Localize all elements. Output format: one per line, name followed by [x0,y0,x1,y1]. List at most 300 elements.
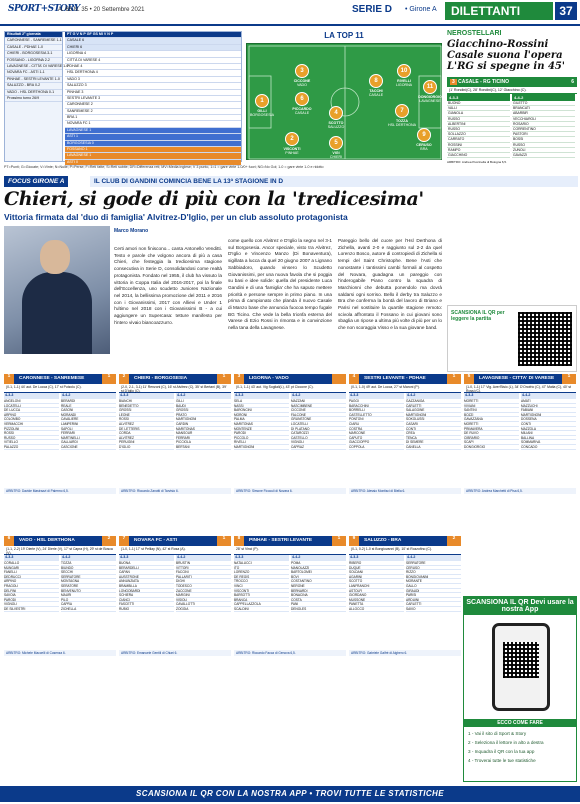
lineup-row: CAPRA [61,602,116,607]
sidebar-qr-box [447,305,577,372]
result-row: VADO - HSL DERTHONA 0-1 [5,90,62,96]
lineup-row: GIANOLA [447,111,510,116]
match-number: 6 [4,536,14,546]
home-lineup [234,555,289,612]
formation-label: 4-4-2 [291,393,346,399]
lineup-row: ASTOLFI [349,589,404,594]
lineup-row: DE LETTERIS [119,427,174,432]
lineup-row: MONTAGNA [61,579,116,584]
lineup-row: ANNUNZIATA [119,579,174,584]
player-badge: 6 [295,92,309,106]
player-badge: 1 [255,94,269,108]
player-badge: 8 [369,74,383,88]
lineup-row: SAVIO [406,607,461,612]
lineup-row: NASSI [234,404,289,409]
table-row: FOSSANO 1 [65,147,241,153]
match-card [4,536,116,656]
lineup-row: ROSSINI [447,143,510,148]
match-teams: LAVAGNESE - CITTA' DI VARESE [479,376,555,381]
player-team: BRA [420,147,428,151]
match-score: 1 [332,536,346,546]
lineup-row: DE SILVESTRI [4,607,59,612]
lineup-row: CORDA [119,431,174,436]
home-lineup [349,555,404,612]
match-scorers: (0-1, 0-2) 1-0 st Bongiovanni (B), 10' st Rozzofino (C). [349,546,461,555]
app-step: 2 - Seleziona il lettore in alto a destra [468,740,544,745]
match-title [349,536,461,546]
table-row: BRA 1 [65,115,241,121]
lineup-row: BARONCINI [234,408,289,413]
match-referee: ARBITRO: Michele Maccelli di Cosenza 6. [4,650,116,656]
formation-label: 4-3-3 [349,555,404,561]
lineup-row: PONTONI [349,417,404,422]
player-name: PICCARDO [292,107,312,111]
lineup-row: AMATI [521,399,576,404]
article-subhead: Vittoria firmata dal 'duo di famiglia' Alvitrez-D'Iglio, per un club assoluto protagonista [4,212,348,222]
lineup-row: RIBERO [349,561,404,566]
match-teams: NOVARA FC - ASTI [134,538,177,543]
lineup-row: BOSSI [512,137,575,142]
lineup-row: FANELLI [4,570,59,575]
away-lineup [176,555,231,612]
match-scorers: (1-0, 1-1) 17' st Pelliay (N), 42' st Rosa (A). [119,546,231,555]
match-number: 7 [119,536,129,546]
lineup-row: RIZZO [406,570,461,575]
lineup-row: VISCONTI [234,589,289,594]
lineup-row: REALE [61,404,116,409]
lineup-row: CERUSO [406,566,461,571]
app-promo-cta: ECCO COME FARE [464,719,576,727]
match-title [234,536,346,546]
result-row: Prossimo turno 26/9 [5,96,62,102]
lineup-row: DE RUVO [464,431,519,436]
sidebar-kicker: NEROSTELLARI [447,30,502,37]
lineup-row: MUSSONE [349,598,404,603]
sidebar-qr-text: SCANSIONA IL QR per leggere la partita [451,310,505,322]
lineup-row: GAVAZZANA [464,417,519,422]
match-card [234,536,346,656]
match-title [464,374,576,384]
sidebar-match-header [447,77,577,87]
lineup-row: DE REGIS [234,575,289,580]
match-lineups [119,393,231,450]
lineup-row: DUQUE [349,566,404,571]
lineup-row: ZICHELLA [61,607,116,612]
lineup-row: VITTORI [176,566,231,571]
lineup-row: CARRATO [447,137,510,142]
lineup-row: CONTI [406,427,461,432]
lineup-row: BERNARDI [291,589,346,594]
lineup-row: CASARI [406,422,461,427]
result-row: FOSSANO - LIGORNA 2-2 [5,58,62,64]
lineup-row: MORONI [234,413,289,418]
lineup-row: MORETTI [464,422,519,427]
photo-figure-body [22,272,92,354]
lineup-row: ALVITREZ [119,436,174,441]
lineup-row: DEDRUCCI [4,575,59,580]
phone-icon [492,623,550,711]
formation-label: 4-4-2 [521,393,576,399]
away-lineup [291,393,346,450]
sidebar-match-title: CASALE - RG TICINO [458,79,510,85]
lineup-row: CASTELLETTO [349,413,404,418]
app-promo [463,596,577,782]
match-teams: SALUZZO - BRA [364,538,402,543]
lineup-row: CASTELLO [291,436,346,441]
table-row: NOVARA FC 1 [65,121,241,127]
player-name: VIGI [332,151,340,155]
lineup-row: VIGNOLI [291,440,346,445]
match-referee: ARBITRO: Emanuele Gentili di Chiari 6. [119,650,231,656]
formation-label: 4-4-2 [406,393,461,399]
player-badge: 3 [295,64,309,78]
match-score: 1 [217,374,231,384]
lineup-row: MORANTE [406,579,461,584]
match-teams: CARONNESE - SANREMESE [19,376,85,381]
match-score: 2 [447,536,461,546]
lineup-row: RIVELLI [234,440,289,445]
issue-info: A. 65 N. 35 • 20 Settembre 2021 [58,7,145,13]
table-row: LAVAGNESE 1 [65,128,241,134]
lineup-row: BENEDETTO [119,404,174,409]
player-name: RIVELLI [397,79,411,83]
match-title [119,374,231,384]
lineup-row: DI SEMERE [406,440,461,445]
table-header: PT G V N P GF GS MI V N P [65,32,241,38]
match-referee: ARBITRO: Gabriele Galfré di Alghero 6. [349,650,461,656]
lineup-row: DE LUCCA [4,408,59,413]
lineup-row: SERRATORE [406,561,461,566]
home-lineup [349,393,404,450]
match-teams: PINHAE - SESTRI LEVANTE [249,538,313,543]
lineup-row: BRANCA [234,598,289,603]
lineup-row: ROSSI [4,431,59,436]
match-score: 1 [447,374,461,384]
lineup-row: CONTI [521,422,576,427]
player-badge: 10 [397,64,411,78]
home-formation: 4-3-3 [447,94,510,101]
lineup-row: CIANCI [119,598,174,603]
app-step: 1 - Vai il sito di Sport & Story [468,731,527,736]
lineup-row: MARGINI [176,593,231,598]
lineup-row: LOCATELLI [4,404,59,409]
masthead-logo: SPORT+STORY [8,4,80,14]
result-row: CHIERI - BORGOSESIA 3-1 [5,51,62,57]
lineup-row: MANSOUR [176,431,231,436]
away-lineup [406,393,461,450]
match-score: 1 [217,536,231,546]
table-row: BORGOSESIA 0 [65,141,241,147]
lineup-row: LORENZO [234,570,289,575]
section-label: SERIE D [352,4,393,15]
player-name: TOZZA [396,119,408,123]
lineup-row: FERRARI [61,431,116,436]
lineup-row: FRAGOLI [4,584,59,589]
match-lineups [349,555,461,612]
table-row: PINHAE 3 [65,90,241,96]
match-lineups [464,393,576,450]
lineup-row: CASONI [61,408,116,413]
lineup-row: BONGIOVANNI [406,575,461,580]
formation-label: 4-3-3 [349,393,404,399]
table-row: LIGORNA 4 [65,51,241,57]
away-formation: 4-4-2 [512,94,575,101]
formation-label: 4-3-3 [4,393,59,399]
lineup-row: SERATORE [61,584,116,589]
pitch [246,43,442,160]
lineup-row: CARLETTI [406,404,461,409]
lineup-row: TOZZA [61,561,116,566]
match-teams: VADO - HSL DERTHONA [19,538,75,543]
lineup-row: COLOMBO [4,417,59,422]
results-header: Risultati 2ª giornata [5,32,62,38]
match-number: 1 [4,374,14,384]
match-title [119,536,231,546]
formation-label: 4-3-3 [234,393,289,399]
lineup-row: MONTENZE [234,427,289,432]
formation-label: 4-4-2 [61,555,116,561]
lineup-row: SERRATORE [61,575,116,580]
lineup-row: PRIMAVERA [464,427,519,432]
lineup-row: VALLI [447,106,510,111]
lineup-row: MAZZUCHI [521,404,576,409]
lineup-row: CAPPELLAZZOLA [234,602,289,607]
match-referee: ARBITRO: Alessio Montisci di Biella 6. [349,488,461,494]
lineup-row: CAVALIERE [61,417,116,422]
formation-label: 4-4-2 [176,555,231,561]
league-table [65,32,241,164]
lineup-row: FERRARI [176,436,231,441]
table-row: CARONNESE 2 [65,102,241,108]
lineup-row: ARPINO [4,579,59,584]
match-referee: ARBITRO: Davide Mastrazzi di Palermo 6,5. [4,488,116,494]
lineup-row: POMA [291,561,346,566]
match-lineups [119,555,231,612]
lineup-row: TENCA [406,436,461,441]
focus-tag: FOCUS GIRONE A [4,176,68,187]
lineup-row: CREA [406,431,461,436]
match-teams: LIGORNA - VADO [249,376,289,381]
lineup-row: FASCETTI [119,602,174,607]
table-row: LAVAGNESE 1 [65,153,241,159]
table-row: CITTÀ DI VARESE 4 [65,58,241,64]
lineup-row: GILLI [176,399,231,404]
lineup-row: TODESCO [176,584,231,589]
article-photo [4,226,110,354]
match-lineups [4,555,116,612]
lineup-row: NATALUCCI [234,561,289,566]
lineup-row: ALVITREZ [119,422,174,427]
lineup-row: BARTOLOMEI [291,570,346,575]
lineup-row: MILIANI [521,431,576,436]
lineup-row: CATAROZZI [291,431,346,436]
away-lineup [176,393,231,450]
player-team: LIGORNA [395,83,413,87]
lineup-row: ZUNOLI [512,148,575,153]
player-team: CASALE [294,111,310,115]
lineup-row: MARITONAS [234,422,289,427]
player-team: CASALE [368,93,384,97]
lineup-row: BAUDI [176,404,231,409]
lineup-row: MARITONAS [176,427,231,432]
lineup-row: FALCONE [291,413,346,418]
player-name: SCOTTO [328,121,344,125]
player-badge: 9 [417,128,431,142]
lineup-row: GIRAUDI [406,589,461,594]
lineup-row: SELA [234,399,289,404]
lineup-row: SCAPI [464,440,519,445]
lineup-row: PALMA [234,417,289,422]
lineup-row: CARLETTI [406,602,461,607]
lineup-row: ARPINO [4,413,59,418]
lineup-row: D'IGLIO [119,445,174,450]
lineup-row: DONGIORGIO [464,445,519,450]
match-referee: ARBITRO: Riccardo Zanotti di Tarvisio 6. [119,488,231,494]
lineup-row: ROSARIO [512,122,575,127]
table-row: CASALE 6 [65,38,241,44]
app-qr-icon[interactable] [503,642,539,678]
lineup-row: PALAZZO [4,445,59,450]
lineup-row: GIORDANO [349,593,404,598]
lineup-row: MARTIGNONI [521,413,576,418]
result-row: PINHAE - SESTRI LEVANTE 1-0 [5,77,62,83]
formation-label: 4-3-3 [234,555,289,561]
match-score: 2 [102,536,116,546]
match-scorers: (0-1, 1-0) 49' aut. De Lucca, 27' st Maroni (P). [349,384,461,393]
lineup-row: COSTRA [349,427,404,432]
lineup-row: SALAGGINE [406,408,461,413]
lineup-row: VIGNOLI [4,602,59,607]
page-header [0,0,580,26]
match-scorers: (2-0, 2-1, 3-1) 11' Renzoni (C), 16' st Alvitrez (C), 35' st Bertani (B), 39' st D'Iglio (C). [119,384,231,393]
top-eleven-title: LA TOP 11 [324,31,364,40]
home-lineup [119,393,174,450]
match-card [234,374,346,494]
lineup-row: DIGHI [176,579,231,584]
player-badge: 11 [423,80,437,94]
lineup-row: BERARDI [61,399,116,404]
player-badge: 7 [395,104,409,118]
standings-table [4,31,242,162]
lineup-row: GAVAZZI [512,153,575,158]
formation-label: 4-4-2 [406,555,461,561]
lineup-row: SCALDINI [234,607,289,612]
lineup-row: DELFINI [4,589,59,594]
match-number: 2 [119,374,129,384]
table-row: ASTI 0 [65,160,241,166]
lineup-row: CIARLI [349,422,404,427]
match-scorers: (0-1, 1-1) 43' aut. Vig Sogliali(L), 43' pt Ciccone (C). [234,384,346,393]
player-name: VISCONTI [283,147,301,151]
lineup-row: ALLOCCO [349,607,404,612]
lineup-row: GROSSI [176,408,231,413]
lineup-row: RUSSO [512,143,575,148]
lineup-row: BRANCATI [512,106,575,111]
match-teams: CHIERI - BORGOSESIA [134,376,188,381]
lineup-row: MORETTI [464,399,519,404]
lineup-row: CASCIONE [61,445,116,450]
lineup-row: CORALLO [4,561,59,566]
home-lineup [464,393,519,450]
lineup-row: BERARDELLI [119,566,174,571]
lineup-row: BARSOTTI [234,593,289,598]
sidebar-lineups [447,94,577,158]
match-score: 1 [102,374,116,384]
lineup-row: PRATO [176,413,231,418]
lineup-row: DI PLATANO [291,427,346,432]
lineup-row: BENVENUTO [61,589,116,594]
qr-code-icon[interactable] [518,312,572,366]
lineup-row: BONACINA [291,593,346,598]
lineup-row: CANELLA [406,445,461,450]
match-title [349,374,461,384]
lineup-row: CONCADO [521,445,576,450]
standings-legend: PT=Punti; G=Giocate; V=Vinte; N=Nulle; P=Perse; F=Reti fatte; S=Reti subite; DR=Differenza reti; MV=Media inglese; V 3 punto, 1=1 = gare vinte 1-0/0+ fuori; NG=No Gol; 1-0 = gare vinte 1-0 e ridotto [4,165,324,169]
home-lineup [234,393,289,450]
lineup-row: PILO [61,598,116,603]
table-row: SALUZZO 3 [65,83,241,89]
player-name: TACCHI [369,89,383,93]
match-scorers: (1-0, 1-1) 17' Vig. Aver'Bisio (L), 34' D'Onofrio (C), 47' Matia (C), 40' st Rossi (C). [464,384,576,393]
article-col-2: come quello con Alvitrez e D'Iglio la segno nel 3-1 sul Borgosesia. Ancor speciale, visto tra Alvitrez, D'Iglio e Vincenzo Manzo (Di Bonaventura), sigillata a lucca da quel 20 giugno 2007 a Lignano Sabbiadoro, quando vinsero lo Scudetto Giovanissimi, per una nuova favola che si poggia su basi e idee solide: quella del presidente Luca Gandini e di una 'famiglia' che ha saputo mettere priorità e persone sempre in primo piano. In una prima di campionato che planda il nuovo Casale di Manzo base che annuncia fuocoa tempo fugale BG Ticino. Che vede la bella trionfa esterna del Varese di Ezio Rossi in rimonta e in convinzione nella tana della Lavagnese. [228,238,332,331]
lineup-row: RUBIO [119,607,174,612]
lineup-row: RUSSO [447,117,510,122]
lineup-row: PASTORI [512,132,575,137]
lineup-row: CAPRAZ [291,445,346,450]
results-list [5,32,69,161]
formation-label: 4-4-2 [61,393,116,399]
result-row: LAVAGNESE - CITTA' DI VARESE 1-0 [5,64,62,70]
table-row: PDHAE 4 [65,64,241,70]
lineup-row: PARODI [4,598,59,603]
lineup-row: DENOLES [291,607,346,612]
lineup-row: SECCHI [61,570,116,575]
player-name: DONGIORGIO [418,95,442,99]
player-badge: 5 [329,136,343,150]
lineup-row: ABARBIR [512,111,575,116]
lineup-row: CORRENTINO [512,127,575,132]
away-lineup [291,555,346,612]
match-number: 3 [234,374,244,384]
match-referee: ARBITRO: Riccardo Facca di Genova 6,5. [234,650,346,656]
lineup-row: MARTIGNONI [234,445,289,450]
lineup-row: MUNGARI [4,566,59,571]
girone-label: • Girone A [405,6,437,13]
lineup-row: PANETTA [349,602,404,607]
lineup-row: SOLDANI [349,570,404,575]
lineup-row: MARTIGNONI [176,417,231,422]
lineup-row: TROCCO [234,579,289,584]
lineup-row: FACCINI [176,570,231,575]
result-row: SALUZZO - BRA 0-2 [5,83,62,89]
lineup-row: ROSSI [119,417,174,422]
lineup-row: PICCOLO [234,436,289,441]
player-name: GILLI [257,109,267,113]
match-card [4,374,116,494]
match-lineups [4,393,116,450]
lineup-row: BOVI [291,575,346,580]
table-row: HSL DERTHONA 4 [65,70,241,76]
lineup-row: BUONA [119,561,174,566]
player-badge: 2 [285,132,299,146]
page-number: 37 [555,2,577,20]
lineup-row: COSTANTINO [291,579,346,584]
lineup-row: BIUNDO [61,566,116,571]
lineup-row: BERTANI [176,445,231,450]
lineup-row: PARISI [406,593,461,598]
article-col-1: Certi amori non finiscono... canta Antonello Venditti. Testo e parole che volgono ancora di più a casa Chieri, che festeggia la tredicesima stagione consecutiva in Serie D, consolidandosi come realtà protagonista. Fondato nel 1955, il club ha vissuto la vittoria in Coppa Italia del 2016-2017, poi la finale dell'Eccellenza, uno scudetto Juniores Nazionale nel 2014, la bellissima promozione del 2011 e 2016 con i Giovanissimi, 2017 con Allievi e Under 1 l'ultimo nel 2018 con i Giovanissimi B - a cui aggiungere un Supercasa: tetture manifesto per l'intero vivaio biancoazzurro. [114,246,222,325]
home-lineup [4,393,59,450]
